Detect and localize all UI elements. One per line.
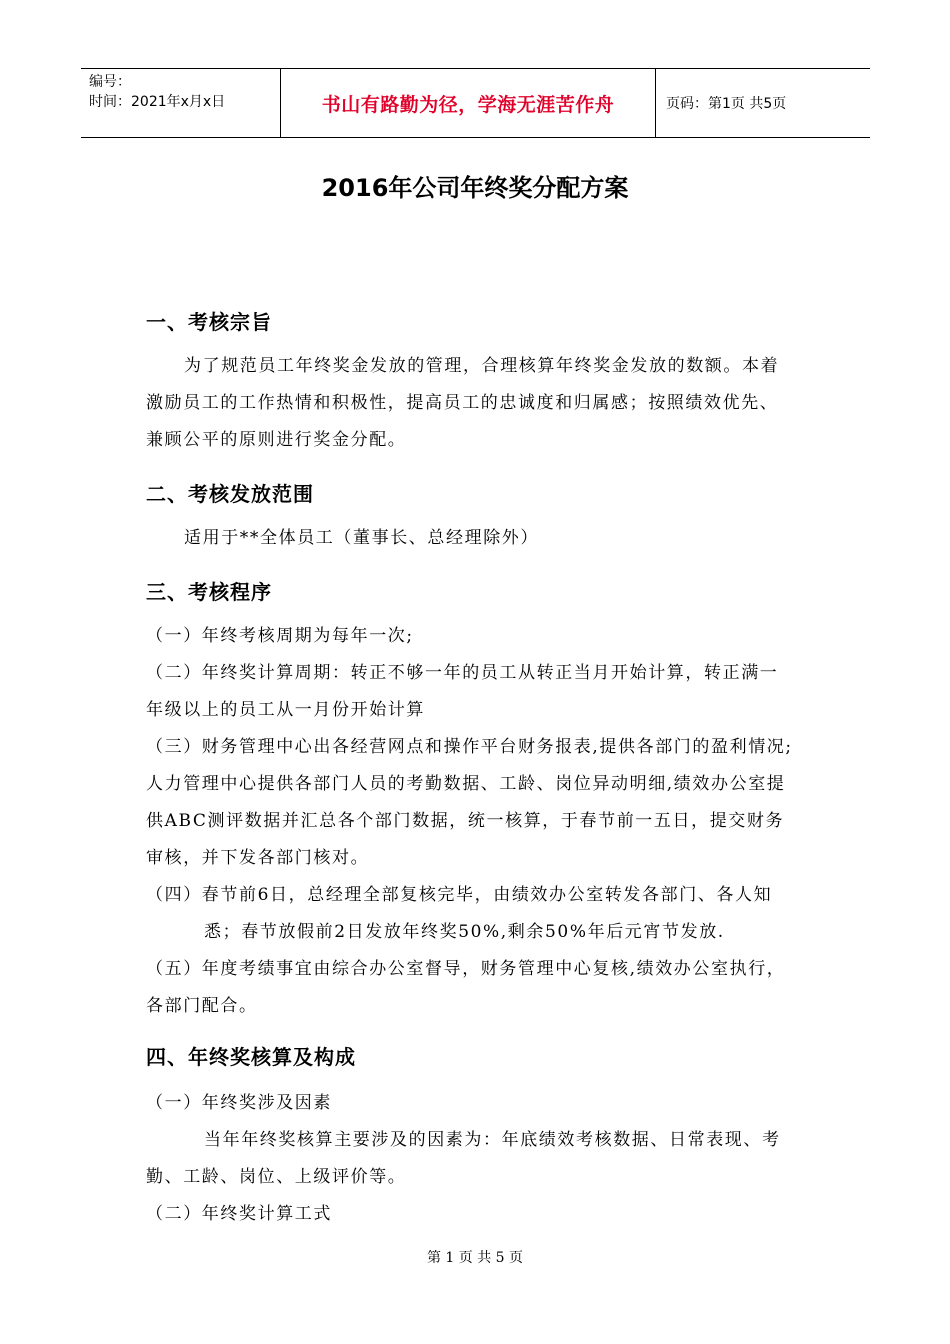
header-motto: 书山有路勤为径，学海无涯苦作舟: [281, 69, 656, 137]
paragraph-line: 当年年终奖核算主要涉及的因素为：年底绩效考核数据、日常表现、考: [204, 1130, 781, 1150]
paragraph-line: （一）年终奖涉及因素: [146, 1093, 332, 1113]
paragraph-line: （二）年终奖计算工式: [146, 1204, 332, 1224]
paragraph-line: 为了规范员工年终奖金发放的管理，合理核算年终奖金发放的数额。本着: [184, 356, 780, 376]
paragraph-line: （五）年度考绩事宜由综合办公室督导，财务管理中心复核,绩效办公室执行，: [146, 959, 786, 979]
section-heading-scope: 二、考核发放范围: [146, 482, 314, 506]
paragraph-line: 悉；春节放假前2日发放年终奖50%,剩余50%年后元宵节发放.: [204, 922, 725, 942]
section-heading-procedure: 三、考核程序: [146, 580, 272, 604]
paragraph-line: 适用于**全体员工（董事长、总经理除外）: [184, 528, 539, 548]
paragraph-line: （三）财务管理中心出各经营网点和操作平台财务报表,提供各部门的盈利情况;: [146, 737, 793, 757]
document-time-label: 时间：2021年x月x日: [89, 94, 226, 110]
document-number-label: 编号：: [89, 74, 131, 90]
page-footer: 第 1 页 共 5 页: [426, 1250, 524, 1266]
paragraph-line: 兼顾公平的原则进行奖金分配。: [146, 430, 407, 450]
paragraph-line: 各部门配合。: [146, 996, 258, 1016]
paragraph-line: （四）春节前6日，总经理全部复核完毕，由绩效办公室转发各部门、各人知: [146, 885, 773, 905]
section-heading-purpose: 一、考核宗旨: [146, 310, 272, 334]
paragraph-line: 人力管理中心提供各部门人员的考勤数据、工龄、岗位异动明细,绩效办公室提: [146, 774, 786, 794]
paragraph-line: （二）年终奖计算周期：转正不够一年的员工从转正当月开始计算，转正满一: [146, 663, 779, 683]
paragraph-line: 供ABC测评数据并汇总各个部门数据，统一核算，于春节前一五日，提交财务: [146, 811, 785, 831]
document-title: 2016年公司年终奖分配方案: [321, 174, 629, 202]
document-header: [81, 68, 870, 138]
paragraph-line: 年级以上的员工从一月份开始计算: [146, 700, 425, 720]
paragraph-line: 激励员工的工作热情和积极性，提高员工的忠诚度和归属感；按照绩效优先、: [146, 393, 779, 413]
paragraph-line: 勤、工龄、岗位、上级评价等。: [146, 1167, 407, 1187]
header-page-info: 页码：第1页 共5页: [666, 96, 787, 112]
paragraph-line: 审核，并下发各部门核对。: [146, 848, 370, 868]
section-heading-calculation: 四、年终奖核算及构成: [146, 1045, 356, 1069]
paragraph-line: （一）年终考核周期为每年一次;: [146, 626, 414, 646]
header-meta: [81, 69, 281, 137]
